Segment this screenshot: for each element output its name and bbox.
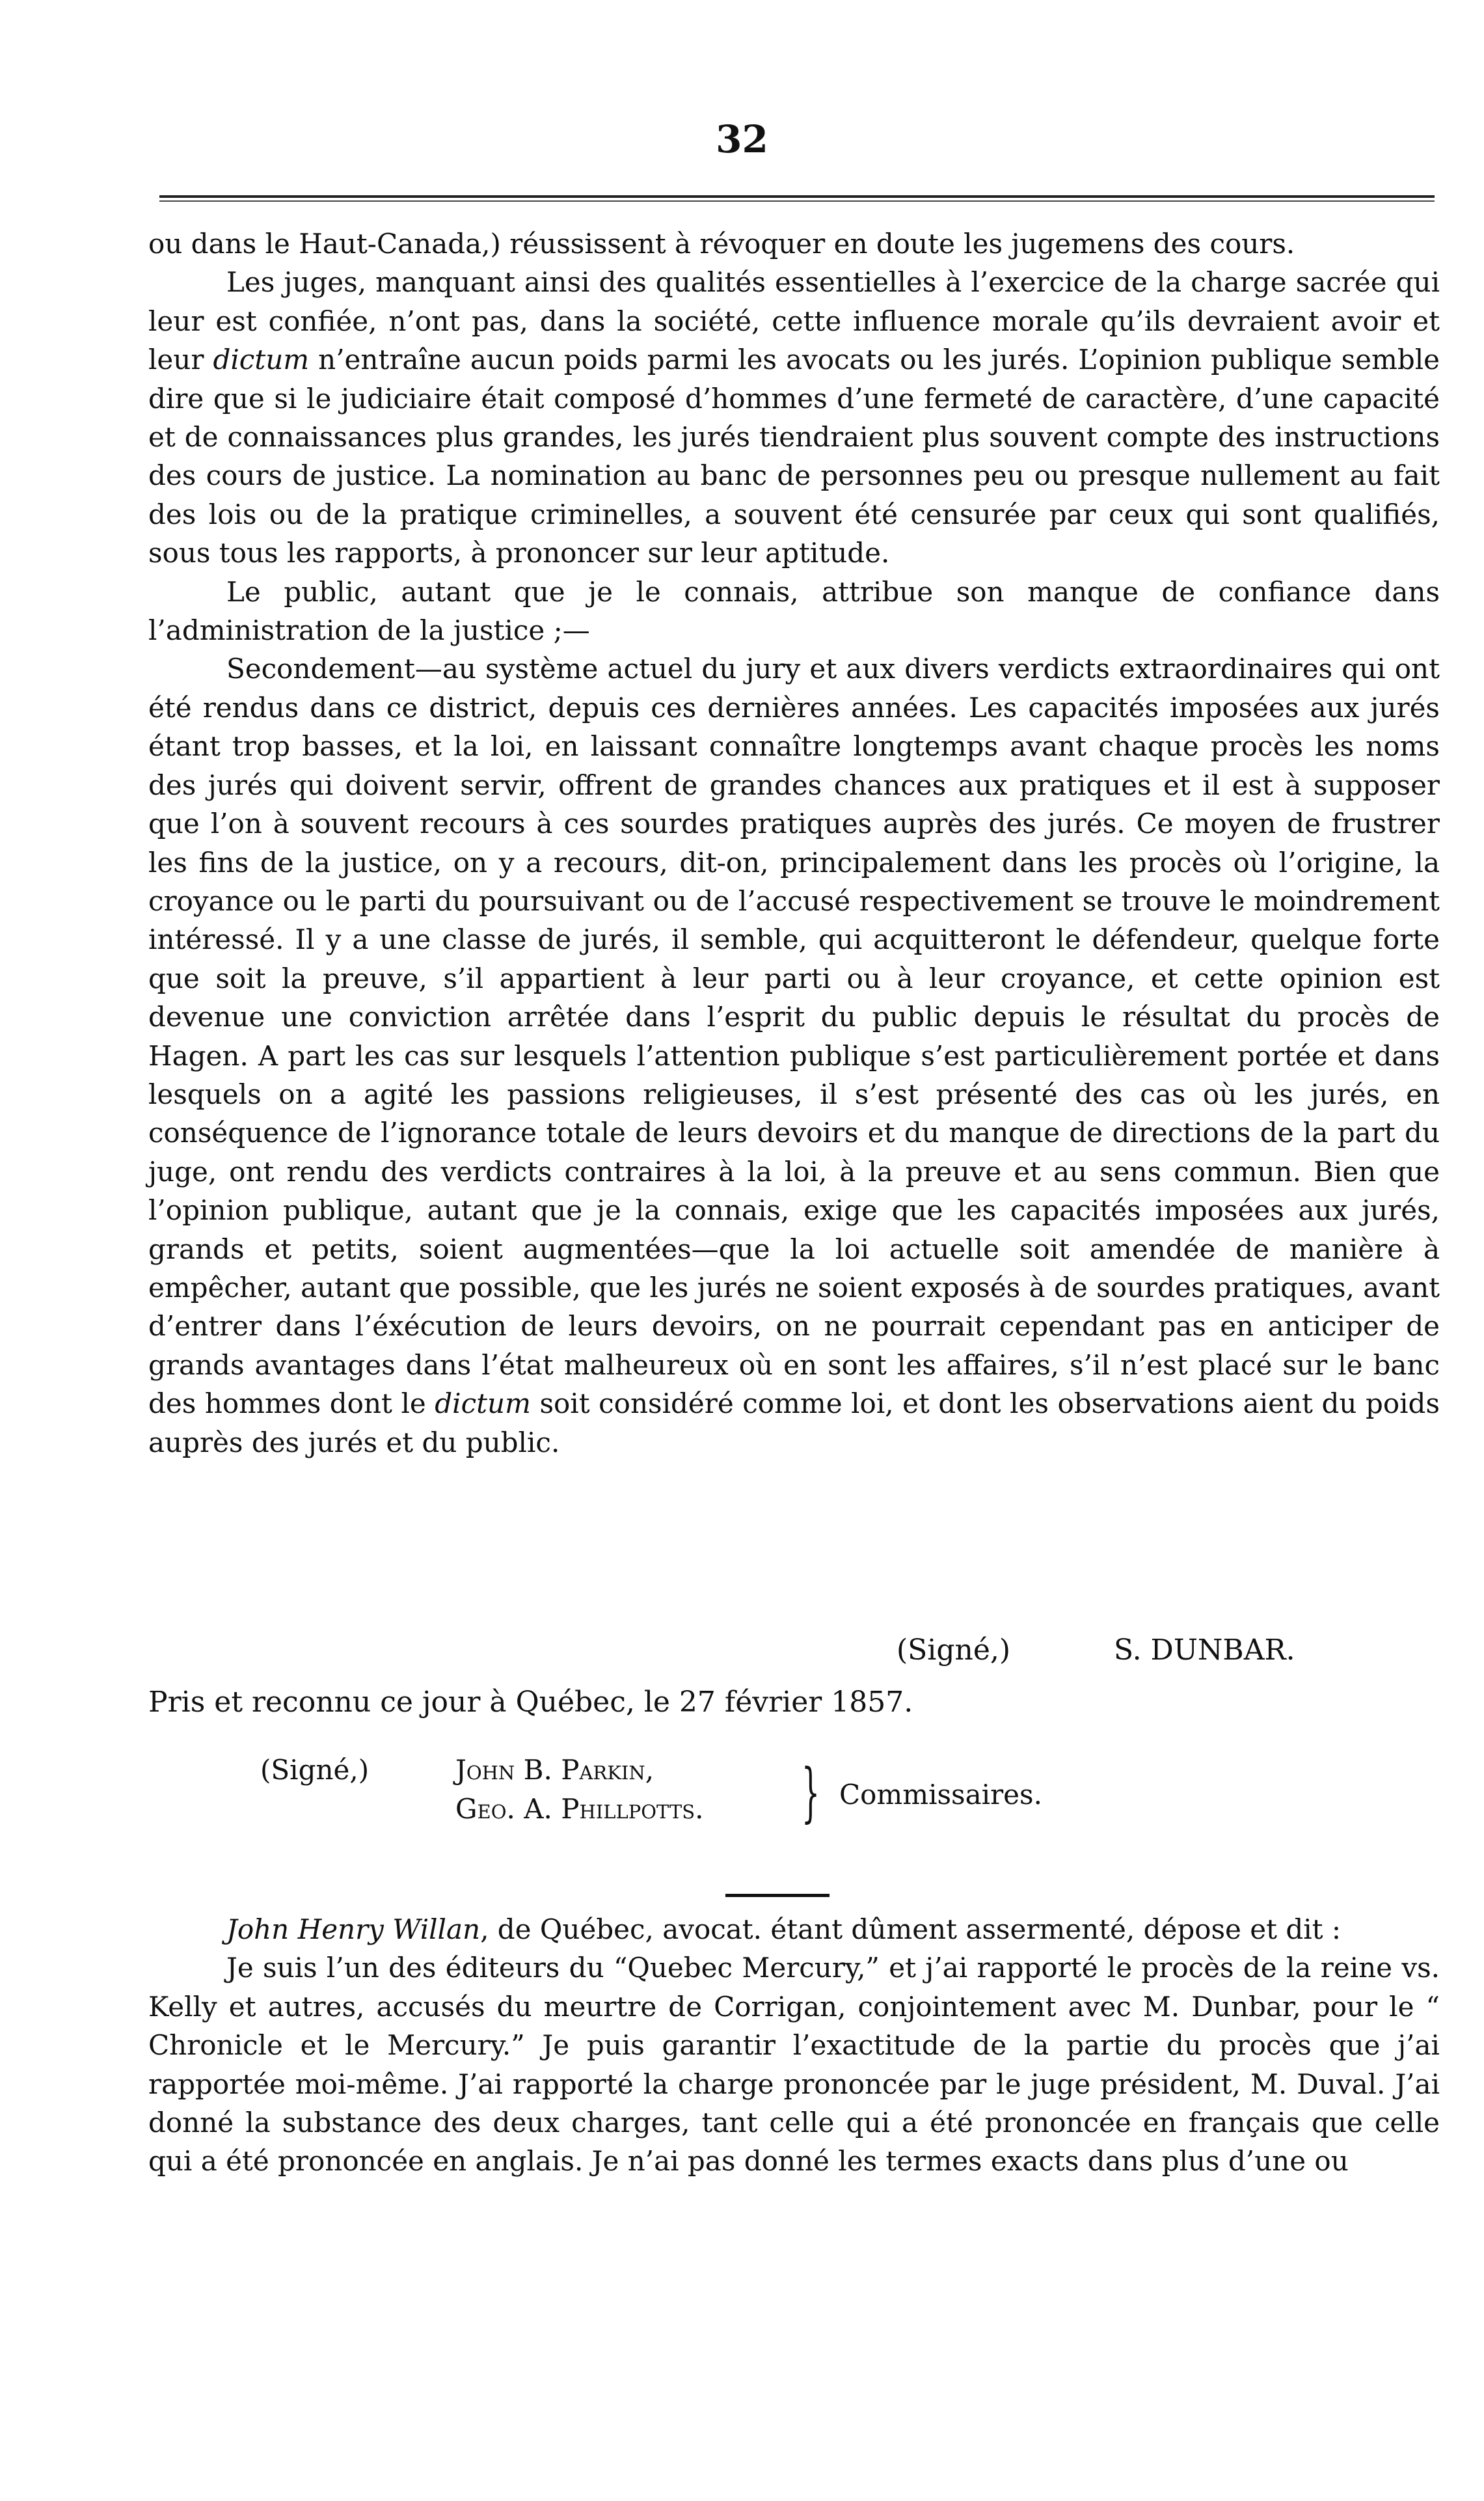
paragraph [148,1910,1440,1948]
commissioner-name: John B. Parkin, [455,1754,654,1786]
paragraph: Je suis l’un des éditeurs du “Quebec Mercury,” et j’ai rapporté le procès de la reine vs. Kelly et autres, accusés du meurtre de Corrigan, conjointement avec M. Dunbar, pour le “ Chronicle et le Mercury.” Je puis garantir l’exactitude de la partie du procès que j’ai rapportée moi-même. J’ai rapporté la charge prononcée par le juge président, M. Duval. J’ai donné la substance des deux charges, tant celle qui a été prononcée en français que celle qui a été prononcée en anglais. Je n’ai pas donné les termes exacts dans plus d’une ou [148,1952,1440,2178]
commissioners-signe: (Signé,) [260,1754,370,1786]
signature-name: S. DUNBAR. [1114,1633,1295,1667]
witness-name: John Henry Willan [226,1913,481,1945]
signature-label: (Signé,) [897,1633,1011,1667]
commissioners-title: Commissaires. [839,1779,1042,1811]
paragraph [148,649,1440,1462]
paragraph: Le public, autant que je le connais, attribue son manque de confiance dans l’administration de la justice ;— [148,575,1440,647]
body-text [148,225,1440,1462]
text-run: Secondement—au système actuel du jury et aux divers verdicts extraordinaires qui ont été rendus dans ce district, depuis ces dernières années. Les capacités imposées aux jurés étant trop basses, et la loi, en laissant connaître longtemps avant chaque procès les noms des jurés qui doivent servir, offrent de grandes chances aux pratiques et il est à supposer que l’on à souvent recours à ces sourdes pratiques auprès des jurés. Ce moyen de frustrer les fins de la justice, on y a recours, dit-on, principalement dans les procès où l’origine, la croyance ou le parti du poursuivant ou de l’accusé respectivement se trouve le moindrement intéressé. Il y a une classe de jurés, il semble, qui acquitteront le défendeur, quelque forte que soit la preuve, s’il appartient à leur parti ou à leur croyance, et cette opinion est devenue une conviction arrêtée dans l’esprit du public depuis le résultat du procès de Hagen. A part les cas sur lesquels l’attention publique s’est particulièrement portée et dans lesquels on a agité les passions religieuses, il s’est présenté des cas où les jurés, en conséquence de l’ignorance totale de leurs devoirs et du manque de directions de la part du juge, ont rendu des verdicts contraires à la loi, à la preuve et au sens commun. Bien que l’opinion publique, autant que je la connais, exige que les capacités imposées aux jurés, grands et petits, soient augmentées—que la loi actuelle soit amendée de manière à empêcher, autant que possible, que les jurés ne soient exposés à de sourdes pratiques, avant d’entrer dans l’éxécution de leurs devoirs, on ne pourrait cependant pas en anticiper de grands avantages dans l’état malheureux où en sont les affaires, s’il n’est placé sur le banc des hommes dont le [148,653,1440,1420]
text-run: soit considéré comme loi, et dont les observations aient du poids auprès des jurés et du public. [148,1387,1440,1458]
page-number: 32 [716,117,768,161]
commissioners-block [0,1754,1484,1838]
text-run: , de Québec, avocat. étant dûment assermenté, dépose et dit : [480,1913,1342,1945]
paragraph: ou dans le Haut-Canada,) réussissent à révoquer en doute les jugemens des cours. [148,228,1295,260]
text-run: n’entraîne aucun poids parmi les avocats ou les jurés. L’opinion publique semble dire que si le judiciaire était composé d’hommes d’une fermeté de caractère, d’une capacité et de connaissances plus grandes, les jurés tiendraient plus souvent compte des instructions des cours de justice. La nomination au banc de personnes peu ou presque nullement au fait des lois ou de la pratique criminelles, a souvent été censurée par ceux qui sont qualifiés, sous tous les rapports, à prononcer sur leur aptitude. [148,344,1440,569]
text-run: Les juges, manquant ainsi des qualités essentielles à l’exercice de la charge sacrée qui leur est confiée, n’ont pas, dans la société, cette influence morale qu’ils devraient avoir et leur [148,266,1440,376]
latin-term: dictum [435,1387,531,1420]
signature-line [0,1633,1484,1679]
commissioner-name: Geo. A. Phillpotts. [455,1793,704,1825]
attestation-text: Pris et reconnu ce jour à Québec, le 27 février 1857. [148,1686,913,1719]
header-rule [159,195,1435,202]
paragraph [148,263,1440,572]
body-text-2 [148,1910,1440,2181]
latin-term: dictum [213,344,310,376]
section-divider [725,1894,830,1897]
brace: } [802,1756,820,1830]
